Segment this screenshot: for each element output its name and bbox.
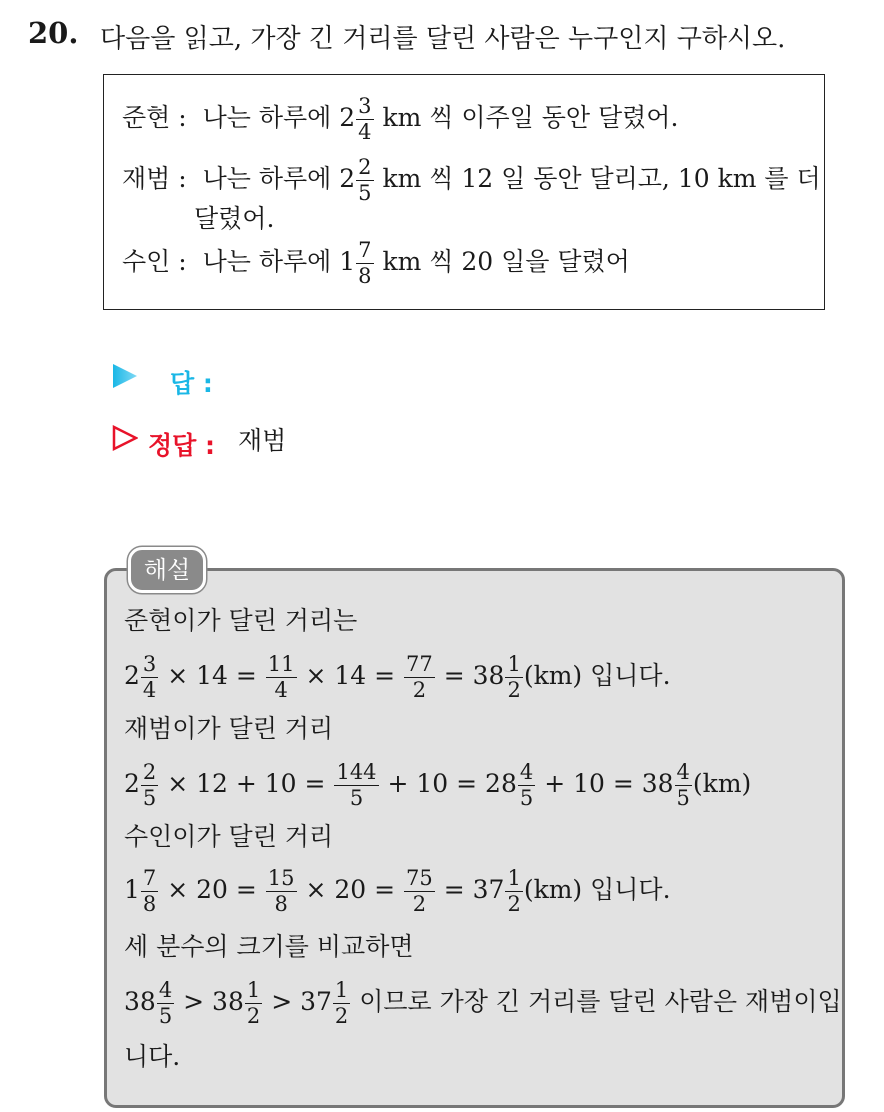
correct-value: 재범 [238, 426, 287, 455]
speaker-name: 재범 : [122, 164, 187, 193]
fraction: $\frac{3}{4}$ [358, 94, 372, 144]
statement-text: km 씩 이주일 동안 달렸어. [382, 103, 679, 132]
statement-junhyeon [122, 96, 678, 143]
explanation-line: 준현이가 달린 거리는 [124, 606, 358, 635]
statement-text: 나는 하루에 1 [202, 247, 356, 276]
explanation-tag: 해설 [128, 547, 206, 593]
speaker-name: 준현 : [122, 103, 187, 132]
statement-jaebeom-line2: 달렸어. [194, 204, 275, 233]
statement-suin [122, 240, 630, 287]
correct-label: 정답 : [148, 431, 216, 460]
explanation-line: 수인이가 달린 거리 [124, 822, 334, 851]
equation-jaebeom: 2 $\frac{2}{5}$ × 12 + 10 = $\frac{144}{5}$ + 10 = 28 $\frac{4}{5}$ + 10 = 38 $\frac{4}{5}$ (km) [124, 760, 752, 810]
comparison-line: 38 $\frac{4}{5}$ > 38 $\frac{1}{2}$ > 37 $\frac{1}{2}$ 이므로 가장 긴 거리를 달린 사람은 재범이입 [124, 978, 842, 1028]
statement-text: 나는 하루에 2 [202, 164, 356, 193]
explanation-line: 세 분수의 크기를 비교하면 [124, 932, 414, 961]
question-number: 20. [28, 16, 79, 50]
fraction: $\frac{2}{5}$ [358, 155, 372, 205]
answer-label: 답 : [170, 369, 213, 398]
question-text: 다음을 읽고, 가장 긴 거리를 달린 사람은 누구인지 구하시오. [100, 24, 786, 54]
speaker-name: 수인 : [122, 247, 187, 276]
explanation-line: 니다. [124, 1042, 181, 1071]
outline-arrow-icon [112, 425, 138, 451]
equation-junhyeon: 2 $\frac{3}{4}$ × 14 = $\frac{11}{4}$ × 14 = $\frac{77}{2}$ = 38 $\frac{1}{2}$ (km) 입니다. [124, 652, 671, 702]
statement-text: km 씩 20 일을 달렸어 [382, 247, 630, 276]
play-arrow-icon [112, 363, 138, 389]
explanation-line: 재범이가 달린 거리 [124, 714, 334, 743]
statement-text: 나는 하루에 2 [202, 103, 356, 132]
equation-suin: 1 $\frac{7}{8}$ × 20 = $\frac{15}{8}$ × 20 = $\frac{75}{2}$ = 37 $\frac{1}{2}$ (km) 입니다. [124, 866, 671, 916]
statement-text: km 씩 12 일 동안 달리고, 10 km 를 더 [382, 164, 821, 193]
fraction: $\frac{7}{8}$ [358, 238, 372, 288]
statement-jaebeom [122, 157, 821, 204]
